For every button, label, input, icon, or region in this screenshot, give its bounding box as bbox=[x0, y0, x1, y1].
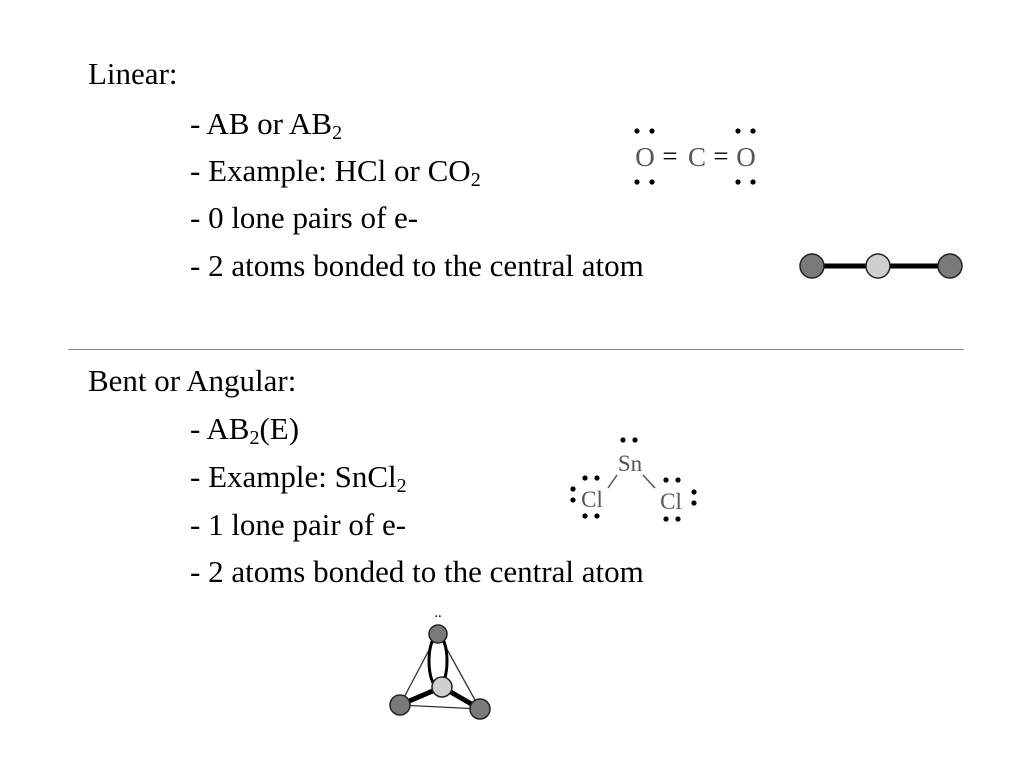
linear-formula-text: - AB or AB bbox=[190, 106, 333, 141]
sncl2-lewis-structure bbox=[562, 430, 707, 530]
lone-pair-dot bbox=[735, 128, 740, 133]
linear-ball-stick-model bbox=[795, 250, 970, 284]
bent-formula-bullet bbox=[190, 411, 300, 449]
model-lone-pair-dots: .. bbox=[434, 605, 442, 621]
lone-pair-dot bbox=[735, 179, 740, 184]
linear-example-subscript: 2 bbox=[470, 169, 481, 191]
linear-bonded-bullet: - 2 atoms bonded to the central atom bbox=[190, 248, 644, 283]
bond-line bbox=[643, 475, 655, 488]
bent-formula-text: - AB bbox=[190, 411, 250, 446]
central-atom-ball bbox=[432, 677, 452, 697]
co2-carbon: C bbox=[687, 142, 707, 172]
lone-pair-dot bbox=[649, 179, 654, 184]
bent-formula-suffix: (E) bbox=[259, 411, 300, 446]
lone-pair-dot bbox=[634, 128, 639, 133]
linear-formula-subscript: 2 bbox=[332, 122, 343, 144]
terminal-atom-ball bbox=[470, 699, 490, 719]
co2-right-double-bond: = bbox=[713, 141, 729, 171]
lone-pair-dot bbox=[582, 475, 587, 480]
lone-pair-dot bbox=[649, 128, 654, 133]
lone-pair-dot bbox=[582, 513, 587, 518]
lone-pair-dot bbox=[675, 516, 680, 521]
linear-example-bullet bbox=[190, 153, 481, 191]
sncl2-tin: Sn bbox=[617, 451, 643, 476]
linear-heading: Linear: bbox=[88, 56, 178, 91]
co2-lewis-structure bbox=[625, 120, 765, 192]
terminal-atom-ball bbox=[390, 695, 410, 715]
bent-lone-pair-bullet: - 1 lone pair of e- bbox=[190, 507, 407, 542]
linear-lone-pairs-bullet: - 0 lone pairs of e- bbox=[190, 200, 419, 235]
linear-formula-bullet bbox=[190, 106, 343, 144]
lone-pair-dot bbox=[663, 516, 668, 521]
central-atom-ball bbox=[866, 254, 890, 278]
bent-example-text: - Example: SnCl bbox=[190, 459, 397, 494]
lone-pair-dot bbox=[750, 128, 755, 133]
bent-example-subscript: 2 bbox=[396, 475, 407, 497]
terminal-atom-ball bbox=[800, 254, 824, 278]
lone-pair-position-ball bbox=[429, 625, 447, 643]
bent-example-bullet bbox=[190, 459, 407, 497]
lone-pair-dot bbox=[663, 477, 668, 482]
co2-right-oxygen: O bbox=[736, 142, 756, 172]
co2-left-oxygen: O bbox=[635, 142, 655, 172]
sncl2-right-chlorine: Cl bbox=[660, 489, 682, 514]
linear-example-text: - Example: HCl or CO bbox=[190, 153, 471, 188]
lone-pair-dot bbox=[620, 437, 625, 442]
section-divider bbox=[68, 349, 964, 350]
lone-pair-dot bbox=[675, 477, 680, 482]
bent-formula-subscript: 2 bbox=[249, 427, 260, 449]
bent-heading: Bent or Angular: bbox=[88, 363, 297, 398]
lone-pair-dot bbox=[570, 486, 575, 491]
terminal-atom-ball bbox=[938, 254, 962, 278]
lone-pair-dot bbox=[570, 497, 575, 502]
tetrahedron-edge bbox=[400, 705, 480, 709]
bond-line bbox=[608, 475, 617, 488]
lone-pair-dot bbox=[691, 500, 696, 505]
lone-pair-dot bbox=[594, 475, 599, 480]
co2-left-double-bond: = bbox=[662, 141, 678, 171]
lone-pair-dot bbox=[691, 489, 696, 494]
sncl2-left-chlorine: Cl bbox=[581, 487, 603, 512]
lone-pair-dot bbox=[594, 513, 599, 518]
lone-pair-dot bbox=[750, 179, 755, 184]
bent-ball-stick-model bbox=[385, 605, 500, 725]
bent-bonded-bullet: - 2 atoms bonded to the central atom bbox=[190, 554, 644, 589]
lone-pair-dot bbox=[632, 437, 637, 442]
lone-pair-dot bbox=[634, 179, 639, 184]
